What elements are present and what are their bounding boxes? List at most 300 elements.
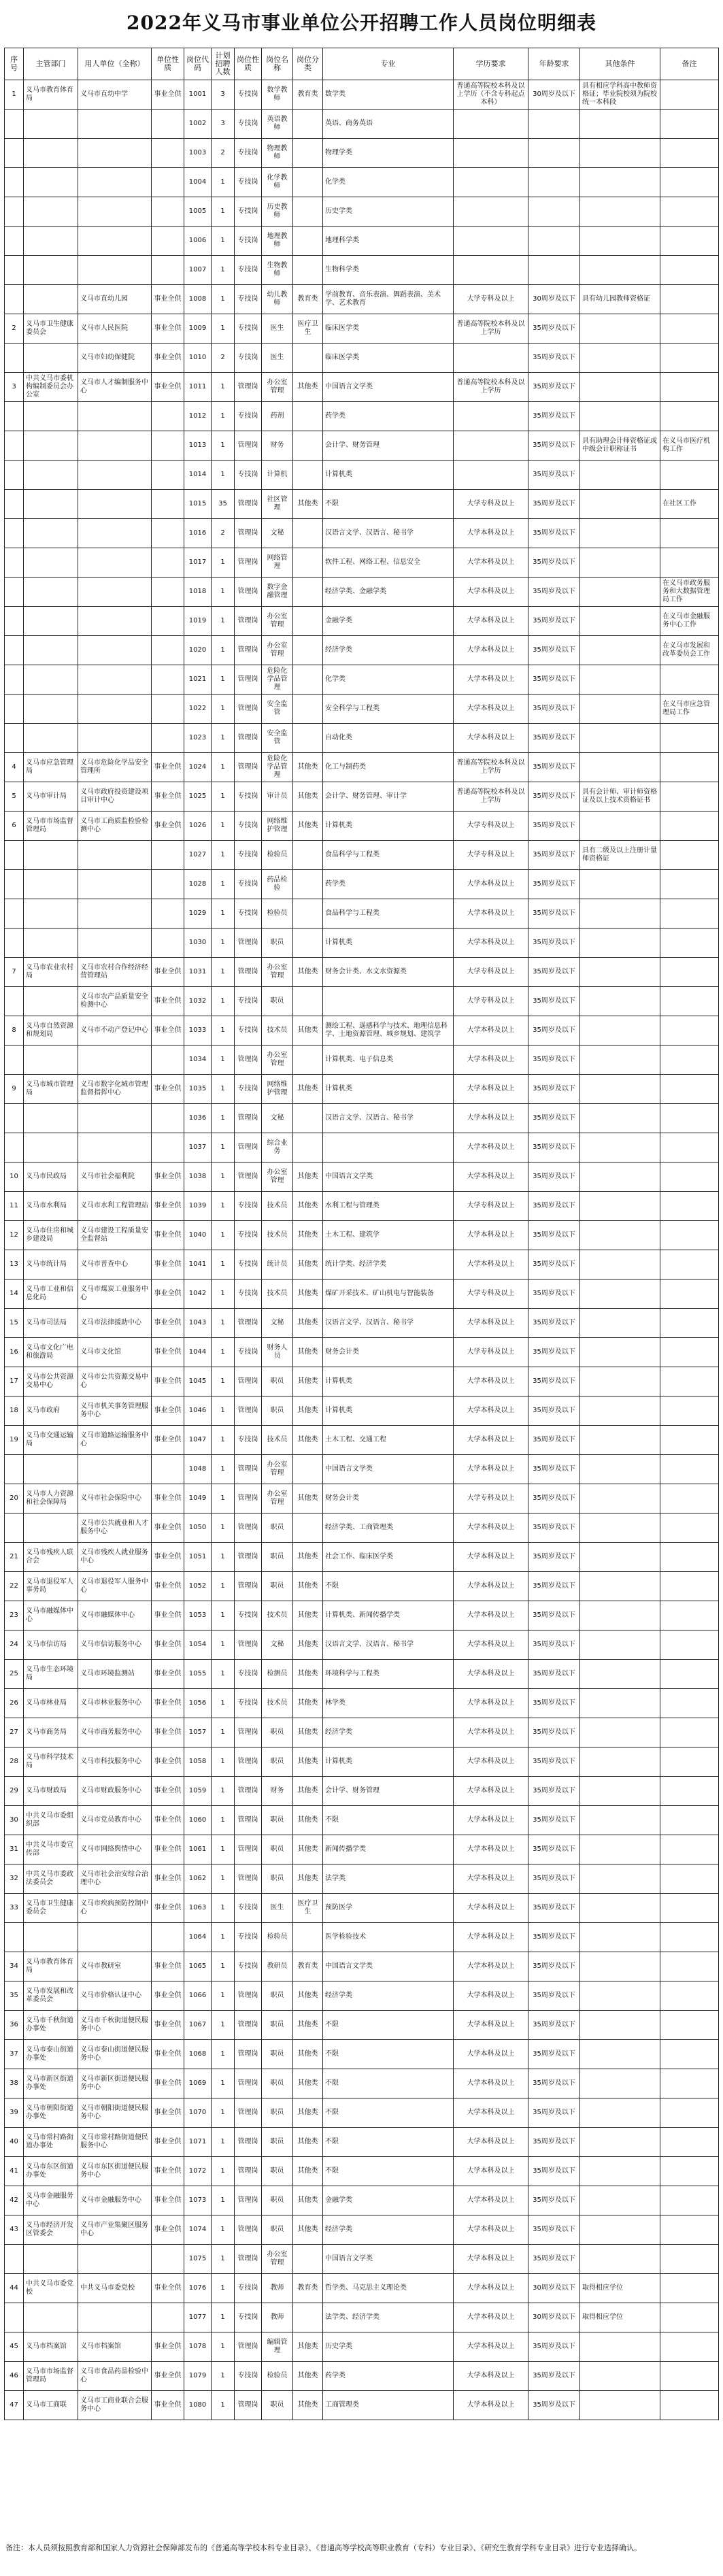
table-row	[5, 1660, 719, 1689]
cell-post-nature: 专技岗	[235, 461, 262, 490]
cell-post-code: 1008	[184, 285, 212, 314]
cell-department: 义马市审计局	[24, 782, 78, 812]
cell-post-category: 其他类	[293, 2332, 323, 2362]
cell-headcount: 1	[212, 1981, 235, 2011]
cell-seq	[5, 607, 24, 636]
cell-major: 不限	[323, 1806, 454, 1835]
cell-post-code: 1073	[184, 2186, 212, 2215]
cell-post-nature: 管理岗	[235, 1718, 262, 1747]
cell-post-code: 1029	[184, 899, 212, 929]
cell-seq: 14	[5, 1279, 24, 1309]
cell-other	[580, 110, 660, 139]
cell-post-name: 财务人员	[262, 1338, 293, 1367]
cell-post-nature: 专技岗	[235, 80, 262, 110]
cell-department	[24, 578, 78, 607]
cell-post-code: 1067	[184, 2011, 212, 2040]
cell-employer: 义马市法律援助中心	[78, 1309, 152, 1338]
table-row	[5, 1162, 719, 1192]
cell-department: 中共义马市委政法委员会	[24, 1864, 78, 1894]
table-row	[5, 2274, 719, 2303]
table-row	[5, 2303, 719, 2332]
cell-unit-type	[152, 2245, 184, 2274]
cell-age: 35周岁及以下	[528, 2245, 580, 2274]
cell-remarks	[660, 1572, 719, 1601]
cell-other: 具有助理会计师资格证或中级会计职称证书	[580, 431, 660, 461]
cell-other	[580, 665, 660, 695]
table-row	[5, 1484, 719, 1513]
cell-education: 大学本科及以上	[454, 2362, 528, 2391]
col-header-post-nature: 岗位性质	[235, 48, 262, 80]
cell-department: 义马市融媒体中心	[24, 1601, 78, 1630]
cell-post-category: 其他类	[293, 1864, 323, 1894]
cell-post-category	[293, 1455, 323, 1484]
cell-seq: 33	[5, 1894, 24, 1923]
cell-remarks	[660, 1046, 719, 1075]
cell-age: 35周岁及以下	[528, 1046, 580, 1075]
cell-post-nature: 专技岗	[235, 870, 262, 899]
table-row	[5, 1192, 719, 1221]
cell-unit-type	[152, 110, 184, 139]
cell-employer: 中共义马市委党校	[78, 2274, 152, 2303]
cell-other: 具有会计师、审计师资格证及以上技术资格证书	[580, 782, 660, 812]
cell-age: 35周岁及以下	[528, 1777, 580, 1806]
cell-post-code: 1078	[184, 2332, 212, 2362]
cell-post-code: 1054	[184, 1630, 212, 1660]
cell-department: 义马市商务局	[24, 1718, 78, 1747]
cell-employer	[78, 490, 152, 519]
cell-major	[323, 987, 454, 1016]
cell-post-category: 其他类	[293, 958, 323, 987]
cell-seq: 3	[5, 373, 24, 402]
cell-seq	[5, 139, 24, 168]
cell-employer	[78, 431, 152, 461]
cell-employer: 义马市残疾人就业服务中心	[78, 1543, 152, 1572]
table-row	[5, 519, 719, 548]
cell-department: 义马市市场监督管理局	[24, 812, 78, 841]
cell-remarks	[660, 987, 719, 1016]
cell-post-category	[293, 899, 323, 929]
cell-post-name: 职员	[262, 987, 293, 1016]
cell-unit-type: 事业全供	[152, 782, 184, 812]
cell-post-nature: 管理岗	[235, 2098, 262, 2128]
cell-education: 大学本科及以上	[454, 870, 528, 899]
table-row	[5, 314, 719, 344]
cell-remarks	[660, 519, 719, 548]
cell-remarks	[660, 139, 719, 168]
cell-post-nature: 管理岗	[235, 695, 262, 724]
cell-headcount: 1	[212, 1777, 235, 1806]
cell-post-nature: 管理岗	[235, 1864, 262, 1894]
cell-other	[580, 1484, 660, 1513]
cell-headcount: 1	[212, 1192, 235, 1221]
cell-department	[24, 431, 78, 461]
cell-unit-type	[152, 724, 184, 753]
cell-department: 义马市交通运输局	[24, 1426, 78, 1455]
cell-education	[454, 168, 528, 197]
cell-major: 计算机类	[323, 1747, 454, 1777]
cell-post-code: 1009	[184, 314, 212, 344]
cell-seq: 24	[5, 1630, 24, 1660]
cell-age: 35周岁及以下	[528, 1338, 580, 1367]
cell-seq: 18	[5, 1396, 24, 1426]
cell-remarks	[660, 1630, 719, 1660]
cell-employer: 义马市人民医院	[78, 314, 152, 344]
cell-major: 临床医学类	[323, 344, 454, 373]
cell-major: 煤矿开采技术、矿山机电与智能装备	[323, 1279, 454, 1309]
cell-remarks	[660, 1952, 719, 1981]
cell-post-nature: 专技岗	[235, 1192, 262, 1221]
cell-age: 35周岁及以下	[528, 1221, 580, 1250]
cell-major: 食品科学与工程类	[323, 899, 454, 929]
cell-other	[580, 2391, 660, 2420]
cell-post-category	[293, 1104, 323, 1133]
cell-other	[580, 490, 660, 519]
cell-employer: 义马市危险化学品安全管理所	[78, 753, 152, 782]
cell-post-name: 职员	[262, 1367, 293, 1396]
cell-post-nature: 专技岗	[235, 1660, 262, 1689]
cell-unit-type: 事业全供	[152, 2186, 184, 2215]
cell-unit-type	[152, 636, 184, 665]
cell-other	[580, 139, 660, 168]
cell-age: 35周岁及以下	[528, 1367, 580, 1396]
cell-education: 大学本科及以上	[454, 1718, 528, 1747]
table-row	[5, 1777, 719, 1806]
cell-major: 软件工程、网络工程、信息安全	[323, 548, 454, 578]
cell-post-nature: 专技岗	[235, 227, 262, 256]
cell-employer	[78, 1455, 152, 1484]
cell-age	[528, 197, 580, 227]
col-header-employer: 用人单位（全称）	[78, 48, 152, 80]
cell-headcount: 1	[212, 1806, 235, 1835]
cell-post-category: 其他类	[293, 1279, 323, 1309]
table-row	[5, 168, 719, 197]
table-row	[5, 490, 719, 519]
cell-employer: 义马市教研室	[78, 1952, 152, 1981]
cell-remarks	[660, 2274, 719, 2303]
cell-education: 大学本科及以上	[454, 1396, 528, 1426]
cell-seq: 7	[5, 958, 24, 987]
cell-unit-type: 事业全供	[152, 2040, 184, 2069]
cell-major: 物理学类	[323, 139, 454, 168]
cell-major: 化学类	[323, 665, 454, 695]
cell-post-code: 1010	[184, 344, 212, 373]
cell-headcount: 1	[212, 1835, 235, 1864]
cell-remarks	[660, 665, 719, 695]
table-row	[5, 2215, 719, 2245]
cell-post-name: 网络维护管理	[262, 1075, 293, 1104]
cell-unit-type: 事业全供	[152, 1016, 184, 1046]
cell-remarks	[660, 1221, 719, 1250]
cell-age: 35周岁及以下	[528, 753, 580, 782]
cell-education: 大学本科及以上	[454, 1309, 528, 1338]
cell-post-nature: 管理岗	[235, 1806, 262, 1835]
cell-department	[24, 548, 78, 578]
cell-seq	[5, 1513, 24, 1543]
cell-post-name: 检验员	[262, 899, 293, 929]
col-header-other: 其他条件	[580, 48, 660, 80]
cell-education: 大学本科及以上	[454, 1016, 528, 1046]
cell-post-nature: 专技岗	[235, 256, 262, 285]
cell-post-nature: 专技岗	[235, 1221, 262, 1250]
cell-department	[24, 695, 78, 724]
cell-department	[24, 1104, 78, 1133]
cell-headcount: 1	[212, 1162, 235, 1192]
cell-headcount: 1	[212, 1864, 235, 1894]
cell-post-name: 安全监管	[262, 695, 293, 724]
table-row	[5, 1016, 719, 1046]
cell-employer: 义马市网络舆情中心	[78, 1835, 152, 1864]
cell-employer: 义马市不动产登记中心	[78, 1016, 152, 1046]
cell-headcount: 1	[212, 695, 235, 724]
cell-seq: 35	[5, 1981, 24, 2011]
cell-major: 计算机类	[323, 1367, 454, 1396]
cell-unit-type: 事业全供	[152, 1981, 184, 2011]
cell-remarks	[660, 1104, 719, 1133]
cell-seq: 36	[5, 2011, 24, 2040]
cell-education: 大学本科及以上	[454, 695, 528, 724]
cell-unit-type: 事业全供	[152, 753, 184, 782]
col-header-department: 主管部门	[24, 48, 78, 80]
cell-department	[24, 665, 78, 695]
cell-education: 大学本科及以上	[454, 1162, 528, 1192]
cell-major: 药学类	[323, 402, 454, 431]
cell-major: 中国语言文学类	[323, 1455, 454, 1484]
cell-employer	[78, 578, 152, 607]
cell-headcount: 1	[212, 314, 235, 344]
table-row	[5, 1689, 719, 1718]
cell-post-category: 其他类	[293, 1396, 323, 1426]
cell-age: 30周岁及以下	[528, 2274, 580, 2303]
cell-post-category: 其他类	[293, 1221, 323, 1250]
cell-age: 35周岁及以下	[528, 782, 580, 812]
cell-department: 义马市人力资源和社会保障局	[24, 1484, 78, 1513]
cell-age	[528, 139, 580, 168]
cell-unit-type: 事业全供	[152, 373, 184, 402]
cell-post-name: 检验员	[262, 841, 293, 870]
cell-employer: 义马市价格认证中心	[78, 1981, 152, 2011]
table-row	[5, 1455, 719, 1484]
cell-major: 会计学、财务管理、审计学	[323, 782, 454, 812]
cell-remarks	[660, 2157, 719, 2186]
cell-department: 中共义马市委机构编制委员会办公室	[24, 373, 78, 402]
cell-employer	[78, 1104, 152, 1133]
cell-education: 大学专科及以上	[454, 987, 528, 1016]
cell-department: 义马市经济开发区管委会	[24, 2215, 78, 2245]
cell-unit-type	[152, 431, 184, 461]
cell-employer: 义马市工商质监检验检测中心	[78, 812, 152, 841]
cell-remarks	[660, 1689, 719, 1718]
cell-major: 临床医学类	[323, 314, 454, 344]
table-row	[5, 1806, 719, 1835]
cell-post-category	[293, 578, 323, 607]
cell-remarks	[660, 1455, 719, 1484]
cell-post-name: 职员	[262, 1513, 293, 1543]
cell-unit-type	[152, 1046, 184, 1075]
cell-other	[580, 2245, 660, 2274]
cell-post-name: 职员	[262, 2098, 293, 2128]
cell-seq: 16	[5, 1338, 24, 1367]
cell-post-name: 办公室管理	[262, 636, 293, 665]
cell-post-nature: 专技岗	[235, 402, 262, 431]
cell-age: 35周岁及以下	[528, 314, 580, 344]
cell-post-code: 1036	[184, 1104, 212, 1133]
cell-post-category: 其他类	[293, 1601, 323, 1630]
cell-employer	[78, 607, 152, 636]
cell-post-category	[293, 1133, 323, 1162]
cell-employer: 义马市公共就业和人才服务中心	[78, 1513, 152, 1543]
cell-unit-type: 事业全供	[152, 1162, 184, 1192]
cell-post-code: 1023	[184, 724, 212, 753]
cell-headcount: 1	[212, 2011, 235, 2040]
cell-department: 义马市东区街道办事处	[24, 2157, 78, 2186]
cell-post-nature: 专技岗	[235, 812, 262, 841]
cell-remarks	[660, 1279, 719, 1309]
cell-post-name: 财务	[262, 431, 293, 461]
cell-unit-type	[152, 519, 184, 548]
cell-major: 不限	[323, 2040, 454, 2069]
cell-age: 35周岁及以下	[528, 607, 580, 636]
cell-post-category: 其他类	[293, 2362, 323, 2391]
cell-seq: 22	[5, 1572, 24, 1601]
cell-post-name: 医生	[262, 314, 293, 344]
col-header-post-code: 岗位代码	[184, 48, 212, 80]
cell-post-name: 办公室管理	[262, 1046, 293, 1075]
cell-unit-type	[152, 665, 184, 695]
cell-post-category	[293, 724, 323, 753]
table-row	[5, 1221, 719, 1250]
cell-employer: 义马市工商业联合会服务中心	[78, 2391, 152, 2420]
cell-post-name: 医生	[262, 1894, 293, 1923]
table-row	[5, 812, 719, 841]
cell-post-code: 1056	[184, 1689, 212, 1718]
cell-major: 药学类	[323, 2362, 454, 2391]
cell-post-category	[293, 431, 323, 461]
cell-department	[24, 344, 78, 373]
cell-education: 大学本科及以上	[454, 1601, 528, 1630]
cell-major: 计算机类	[323, 929, 454, 958]
table-row	[5, 607, 719, 636]
cell-education: 大学本科及以上	[454, 2274, 528, 2303]
cell-post-nature: 管理岗	[235, 1133, 262, 1162]
cell-education: 大学本科及以上	[454, 1075, 528, 1104]
cell-seq: 19	[5, 1426, 24, 1455]
cell-department	[24, 227, 78, 256]
cell-remarks	[660, 2098, 719, 2128]
cell-seq: 41	[5, 2157, 24, 2186]
cell-employer	[78, 139, 152, 168]
cell-remarks	[660, 2362, 719, 2391]
cell-unit-type: 事业全供	[152, 1484, 184, 1513]
cell-seq	[5, 285, 24, 314]
cell-post-category	[293, 607, 323, 636]
cell-unit-type: 事业全供	[152, 1279, 184, 1309]
cell-post-category: 其他类	[293, 2069, 323, 2098]
cell-post-code: 1063	[184, 1894, 212, 1923]
cell-employer	[78, 899, 152, 929]
cell-employer	[78, 402, 152, 431]
cell-seq	[5, 929, 24, 958]
cell-remarks	[660, 461, 719, 490]
cell-department	[24, 197, 78, 227]
cell-unit-type: 事业全供	[152, 1952, 184, 1981]
cell-other: 具有二级及以上注册计量师资格证	[580, 841, 660, 870]
cell-age: 35周岁及以下	[528, 1601, 580, 1630]
cell-other	[580, 373, 660, 402]
cell-department: 中共义马市委党校	[24, 2274, 78, 2303]
cell-employer: 义马市新区街道便民服务中心	[78, 2069, 152, 2098]
cell-post-nature: 专技岗	[235, 1075, 262, 1104]
cell-headcount: 1	[212, 461, 235, 490]
cell-major: 生物科学类	[323, 256, 454, 285]
cell-post-code: 1003	[184, 139, 212, 168]
cell-headcount: 1	[212, 782, 235, 812]
cell-post-nature: 管理岗	[235, 2391, 262, 2420]
cell-major: 财务会计类	[323, 1484, 454, 1513]
cell-major: 会计学、财务管理	[323, 431, 454, 461]
cell-other: 具有相应学科高中教师资格证；毕业院校须为院校统一本科段	[580, 80, 660, 110]
cell-post-category: 其他类	[293, 1309, 323, 1338]
cell-post-name: 技术员	[262, 1689, 293, 1718]
cell-unit-type: 事业全供	[152, 1630, 184, 1660]
table-row	[5, 197, 719, 227]
cell-employer	[78, 2245, 152, 2274]
cell-post-category: 其他类	[293, 1630, 323, 1660]
cell-age: 35周岁及以下	[528, 2011, 580, 2040]
cell-headcount: 35	[212, 490, 235, 519]
cell-post-code: 1076	[184, 2274, 212, 2303]
cell-post-name: 职员	[262, 1806, 293, 1835]
cell-headcount: 1	[212, 1923, 235, 1952]
cell-post-category	[293, 870, 323, 899]
cell-education	[454, 110, 528, 139]
cell-post-category: 其他类	[293, 2040, 323, 2069]
cell-unit-type: 事业全供	[152, 344, 184, 373]
cell-education: 大学本科及以上	[454, 1250, 528, 1279]
cell-headcount: 1	[212, 1455, 235, 1484]
table-row	[5, 1572, 719, 1601]
cell-employer: 义马市产业集聚区服务中心	[78, 2215, 152, 2245]
cell-age: 35周岁及以下	[528, 987, 580, 1016]
cell-post-nature: 专技岗	[235, 1952, 262, 1981]
cell-education: 大学本科及以上	[454, 2391, 528, 2420]
cell-remarks	[660, 724, 719, 753]
cell-post-code: 1015	[184, 490, 212, 519]
cell-other	[580, 578, 660, 607]
cell-post-name: 检验员	[262, 2362, 293, 2391]
cell-remarks	[660, 1250, 719, 1279]
cell-employer	[78, 724, 152, 753]
table-row	[5, 1396, 719, 1426]
cell-seq	[5, 110, 24, 139]
cell-post-code: 1006	[184, 227, 212, 256]
cell-headcount: 1	[212, 2128, 235, 2157]
cell-education: 大学本科及以上	[454, 665, 528, 695]
cell-other	[580, 1543, 660, 1572]
cell-post-category	[293, 256, 323, 285]
cell-employer	[78, 227, 152, 256]
cell-post-code: 1046	[184, 1396, 212, 1426]
table-header-row	[5, 48, 719, 80]
cell-remarks	[660, 1162, 719, 1192]
cell-department	[24, 1923, 78, 1952]
cell-post-name: 英语教师	[262, 110, 293, 139]
cell-department: 义马市教育体育局	[24, 1952, 78, 1981]
cell-employer	[78, 461, 152, 490]
cell-headcount: 2	[212, 139, 235, 168]
cell-age: 35周岁及以下	[528, 2391, 580, 2420]
cell-headcount: 1	[212, 1426, 235, 1455]
cell-education	[454, 227, 528, 256]
